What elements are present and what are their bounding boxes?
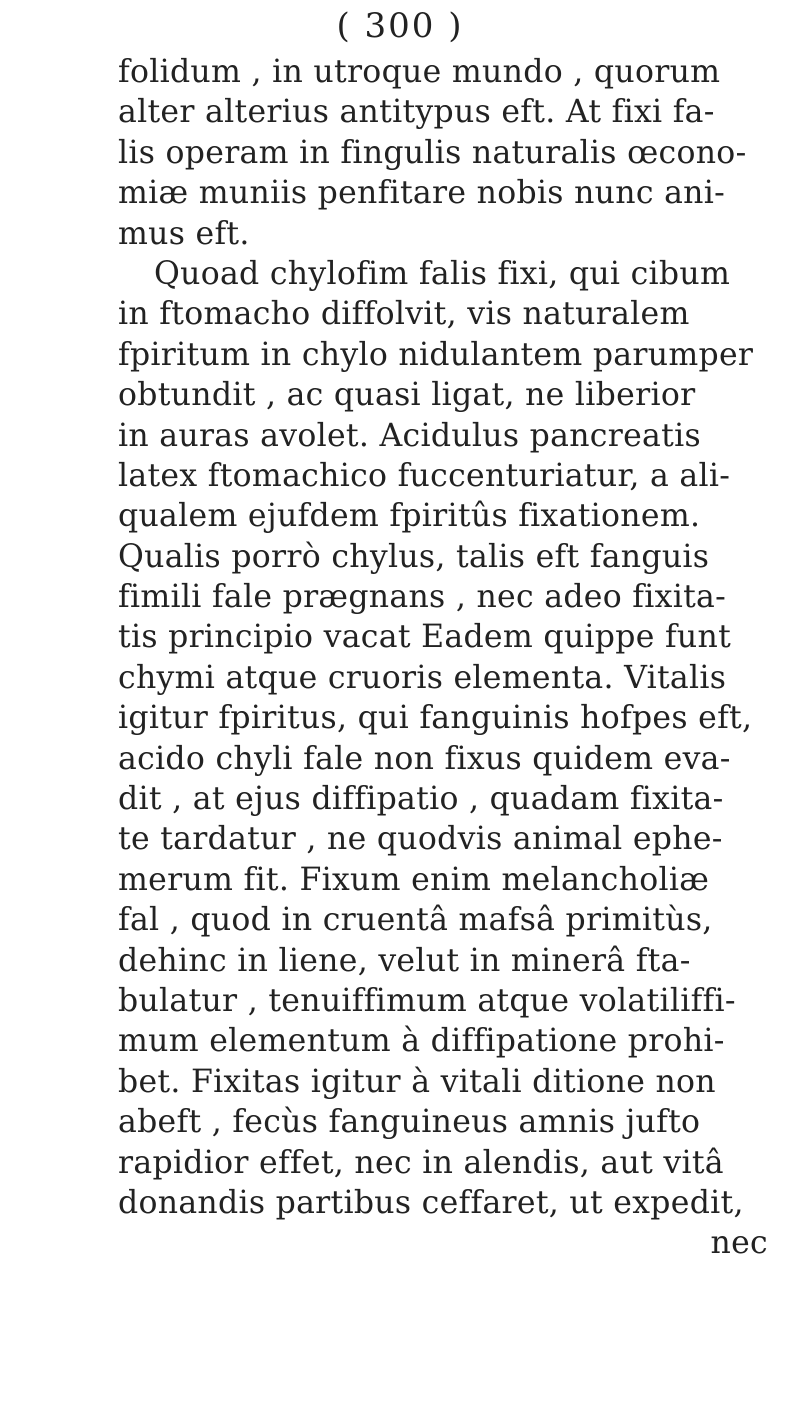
text-line: folidum , in utroque mundo , quorum <box>118 54 721 90</box>
text-line: abeft , fecùs fanguineus amnis jufto <box>118 1104 701 1141</box>
text-line: bet. Fixitas igitur à vitali ditione non <box>118 1063 716 1100</box>
text-line: qualem ejufdem fpiritûs fixationem. <box>118 498 701 535</box>
text-line: alter alterius antitypus eft. At fixi fa- <box>118 94 715 131</box>
text-line: chymi atque cruoris elementa. Vitalis <box>118 659 727 696</box>
text-line: mus eft. <box>118 215 250 252</box>
text-line: te tardatur , ne quodvis animal ephe- <box>118 821 723 858</box>
text-line: rapidior effet, nec in alendis, aut vitâ <box>118 1144 724 1181</box>
text-line: obtundit , ac quasi ligat, ne liberior <box>118 377 696 414</box>
text-line: fimili fale prægnans , nec adeo fixita- <box>118 579 727 616</box>
text-line: tis principio vacat Eadem quippe funt <box>118 619 732 656</box>
text-line: Quoad chylofim falis fixi, qui cibum <box>154 255 731 292</box>
text-line: dit , at ejus diffipatio , quadam fixita- <box>118 781 724 818</box>
text-line: dehinc in liene, velut in minerâ fta- <box>118 942 691 979</box>
text-line: lis operam in fingulis naturalis œcono- <box>118 134 747 171</box>
text-line: Qualis porrò chylus, talis eft fanguis <box>118 538 710 575</box>
text-line: fal , quod in cruentâ mafsâ primitùs, <box>118 902 713 939</box>
text-line: donandis partibus ceffaret, ut expedit, <box>118 1184 744 1221</box>
text-line: acido chyli fale non fixus quidem eva- <box>118 740 731 777</box>
catchword: nec <box>710 1225 768 1262</box>
text-line: miæ muniis penfitare nobis nunc ani- <box>118 175 726 212</box>
text-line: in auras avolet. Acidulus pancreatis <box>118 417 701 454</box>
text-line: fpiritum in chylo nidulantem parumper <box>118 336 754 373</box>
text-line: mum elementum à diffipatione prohi- <box>118 1023 725 1060</box>
text-line: igitur fpiritus, qui fanguinis hofpes eft, <box>118 700 753 737</box>
text-line: latex ftomachico fuccenturiatur, a ali- <box>118 457 731 494</box>
page-number-header: ( 300 ) <box>336 6 464 46</box>
body-text <box>118 52 790 1264</box>
text-line: in ftomacho diffolvit, vis naturalem <box>118 296 690 333</box>
text-line: merum fit. Fixum enim melancholiæ <box>118 861 710 898</box>
text-line: bulatur , tenuiffimum atque volatiliffi- <box>118 982 736 1019</box>
